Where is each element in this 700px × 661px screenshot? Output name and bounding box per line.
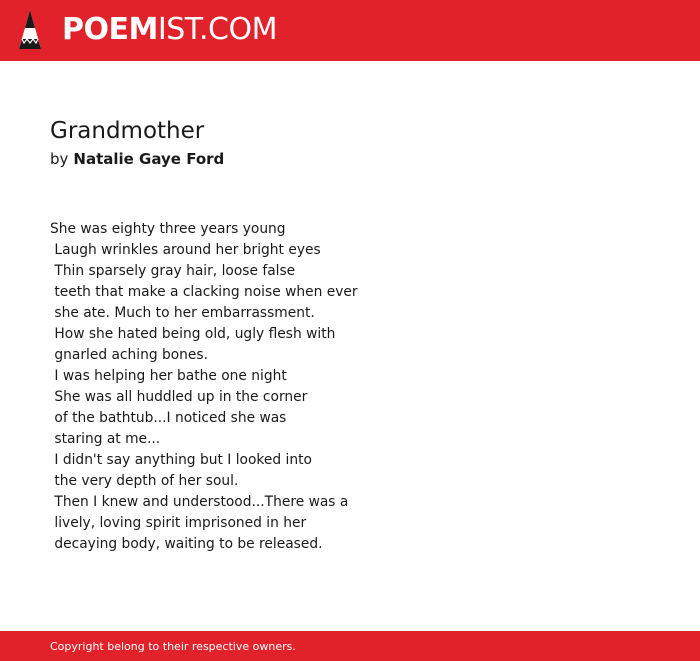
author-name[interactable]: Natalie Gaye Ford: [73, 150, 225, 168]
poem-title: Grandmother: [50, 118, 205, 144]
byline: [50, 149, 224, 169]
poem-line: she ate. Much to her embarrassment.: [50, 305, 315, 321]
logo-text-bold: POEM: [62, 12, 158, 47]
poem-line: of the bathtub...I noticed she was: [50, 410, 287, 426]
poem-body: [50, 219, 470, 555]
poem-line: I didn't say anything but I looked into: [50, 452, 312, 468]
poem-line: She was all huddled up in the corner: [50, 389, 308, 405]
poem-line: How she hated being old, ugly flesh with: [50, 326, 336, 342]
poem-line: lively, loving spirit imprisoned in her: [50, 515, 307, 531]
site-footer: [0, 631, 700, 661]
poem-line: staring at me...: [50, 431, 161, 447]
by-label: by: [50, 150, 69, 168]
poem-line: teeth that make a clacking noise when ever: [50, 284, 358, 300]
poem-line: Then I knew and understood...There was a: [50, 494, 349, 510]
poem-line: Thin sparsely gray hair, loose false: [50, 263, 296, 279]
site-logo[interactable]: [62, 12, 277, 48]
poem-line: Laugh wrinkles around her bright eyes: [50, 242, 321, 258]
poem-line: decaying body, waiting to be released.: [50, 536, 323, 552]
poem-line: the very depth of her soul.: [50, 473, 239, 489]
poem-line: She was eighty three years young: [50, 221, 286, 237]
poem-line: I was helping her bathe one night: [50, 368, 287, 384]
copyright-notice: Copyright belong to their respective owners.: [50, 640, 296, 653]
poem-line: gnarled aching bones.: [50, 347, 208, 363]
logo-text-light: IST.COM: [157, 12, 277, 47]
pencil-tip-icon[interactable]: [18, 9, 42, 51]
site-header: [0, 0, 700, 61]
